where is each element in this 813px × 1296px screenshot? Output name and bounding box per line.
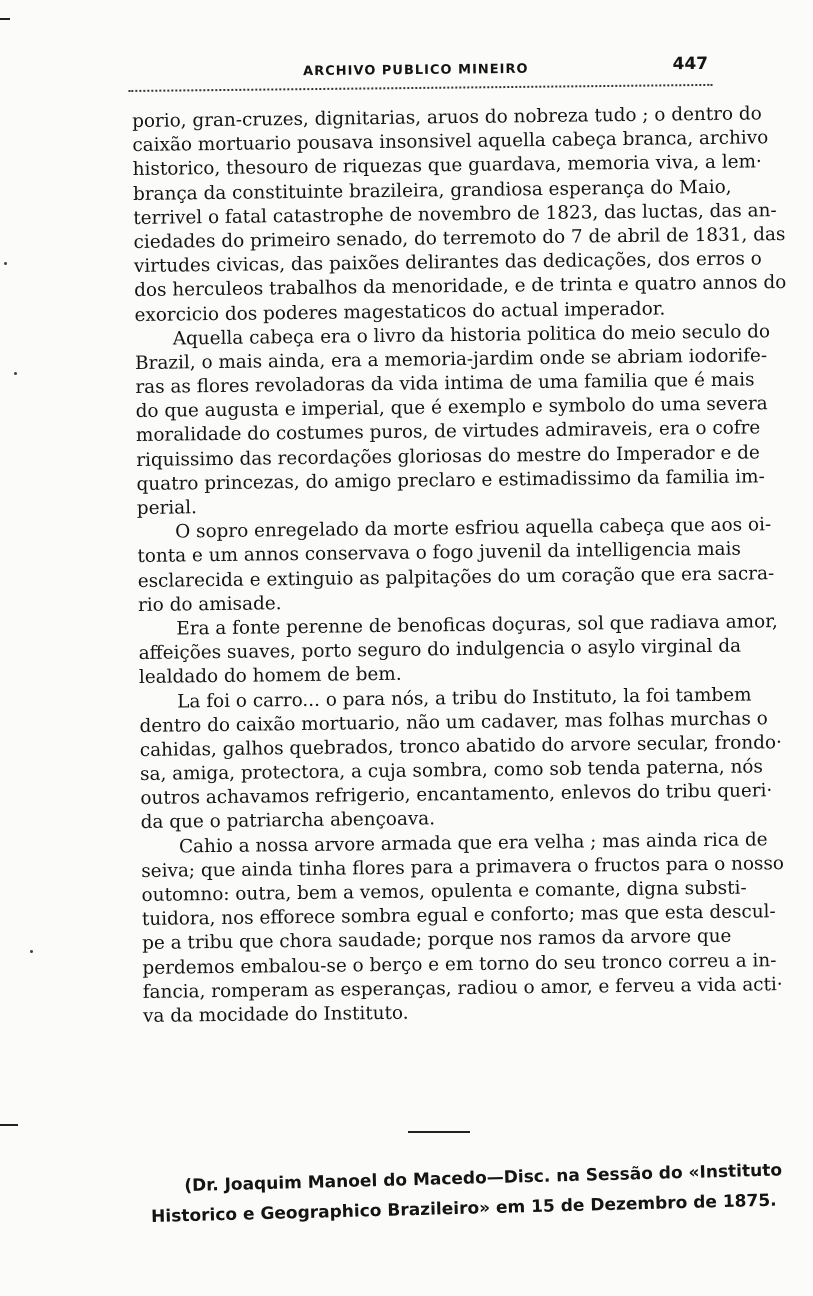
text-line: perial. [136,497,198,519]
text-line: virtudes civicas, das paixões delirantes das dedicações, dos erros o [133,248,762,278]
scan-edge-mark [0,18,10,20]
text-line: rio do amisade. [137,592,282,616]
text-line: Aquella cabeça era o livro da historia politica do meio seculo do [172,320,771,350]
scan-speck [30,950,33,953]
text-line: ras as flores revoladoras da vida intima de uma familia que é mais [135,369,755,399]
header-rule [128,84,712,92]
text-line: outros achavamos refrigerio, encantamento, enlevos do tribu queri· [140,780,773,810]
text-line: perdemos embalou-se o berço e em torno do seu tronco correu a in- [142,949,777,979]
text-line: porio, gran-cruzes, dignitarias, aruos do nobreza tudo ; o dentro do [132,103,762,132]
text-line: caixão mortuario pousava insonsivel aquella cabeça branca, archivo [132,127,769,157]
text-line: terrivel o fatal catastrophe de novembro de 1823, das luctas, das an- [133,199,777,229]
text-line: lealdado do homem de bem. [138,664,402,689]
text-line: historico, thesouro de riquezas que guardava, memoria viva, a lem· [132,151,762,181]
text-line: pe a tribu que chora saudade; porque nos ramos da arvore que [142,926,732,955]
text-line: Brazil, o mais ainda, era a memoria-jardim onde se abriam iodorife- [134,345,768,374]
text-line: ciedades do primeiro senado, do terremoto do 7 de abril de 1831, das [133,223,786,253]
text-line: da que o patriarcha abençoava. [140,808,436,834]
text-line: sa, amiga, protectora, a cuja sombra, como sob tenda paterna, nós [139,756,763,786]
text-line: seiva; que ainda tinha flores para a primavera o fructos para o nosso [141,852,785,882]
text-line: dentro do caixão mortuario, não um cadaver, mas folhas murchas o [139,707,768,737]
text-line: La foi o carro... o para nós, a tribu do Instituto, la foi tambem [177,683,752,712]
text-line: do que augusta e imperial, que é exemplo e symbolo do uma severa [135,393,768,423]
body-text [132,103,787,1029]
page-header [128,54,712,100]
scan-speck [14,372,17,375]
text-line: moralidade do costumes puros, de virtudes admiraveis, era o cofre [135,417,761,447]
text-line: exorcicio dos poderes magestaticos do actual imperador. [134,298,666,326]
text-line: va da mocidade do Instituto. [142,1002,409,1027]
text-line: fancia, romperam as esperanças, radiou o amor, e ferveu a vida acti· [142,973,783,1003]
text-line: tuidora, nos efforece sombra egual e conforto; mas que esta descul- [141,901,776,931]
text-line: tonta e um annos conservava o fogo juvenil da intelligencia mais [137,538,742,568]
running-title: ARCHIVO PUBLICO MINEIRO [303,61,529,80]
text-line: quatro princezas, do amigo preclaro e estimadissimo da familia im- [136,466,765,495]
text-line: O sopro enregelado da morte esfriou aquella cabeça que aos oi- [175,514,772,543]
text-line: brança da constituinte brazileira, grandiosa esperança do Maio, [132,176,732,205]
scan-speck [4,262,7,265]
page-number: 447 [672,53,709,75]
text-line: Cahio a nossa arvore armada que era velha ; mas ainda rica de [178,828,768,858]
text-line: affeições suaves, porto seguro do indulgencia o asylo virginal da [138,635,742,665]
text-line: dos herculeos trabalhos da menoridade, e de trinta e quatro annos do [134,272,787,302]
scan-edge-mark [0,1124,18,1126]
text-line: cahidas, galhos quebrados, tronco abatido do arvore secular, frondo· [139,731,782,761]
citation [150,1157,783,1232]
text-line: esclarecida e extinguio as palpitações do um coração que era sacra- [137,562,775,592]
citation-line: Historico e Geographico Brazileiro» em 15 de Dezembro de 1875. [150,1190,777,1227]
citation-line: (Dr. Joaquim Manoel do Macedo—Disc. na Sessão do «Instituto [184,1160,783,1197]
section-separator [408,1131,470,1133]
text-line: riquissimo das recordações gloriosas do mestre do Imperador e de [136,441,760,471]
text-line: Era a fonte perenne de benoficas doçuras, sol que radiava amor, [176,611,778,640]
text-line: outomno: outra, bem a vemos, opulenta e comante, digna substi- [141,877,747,906]
